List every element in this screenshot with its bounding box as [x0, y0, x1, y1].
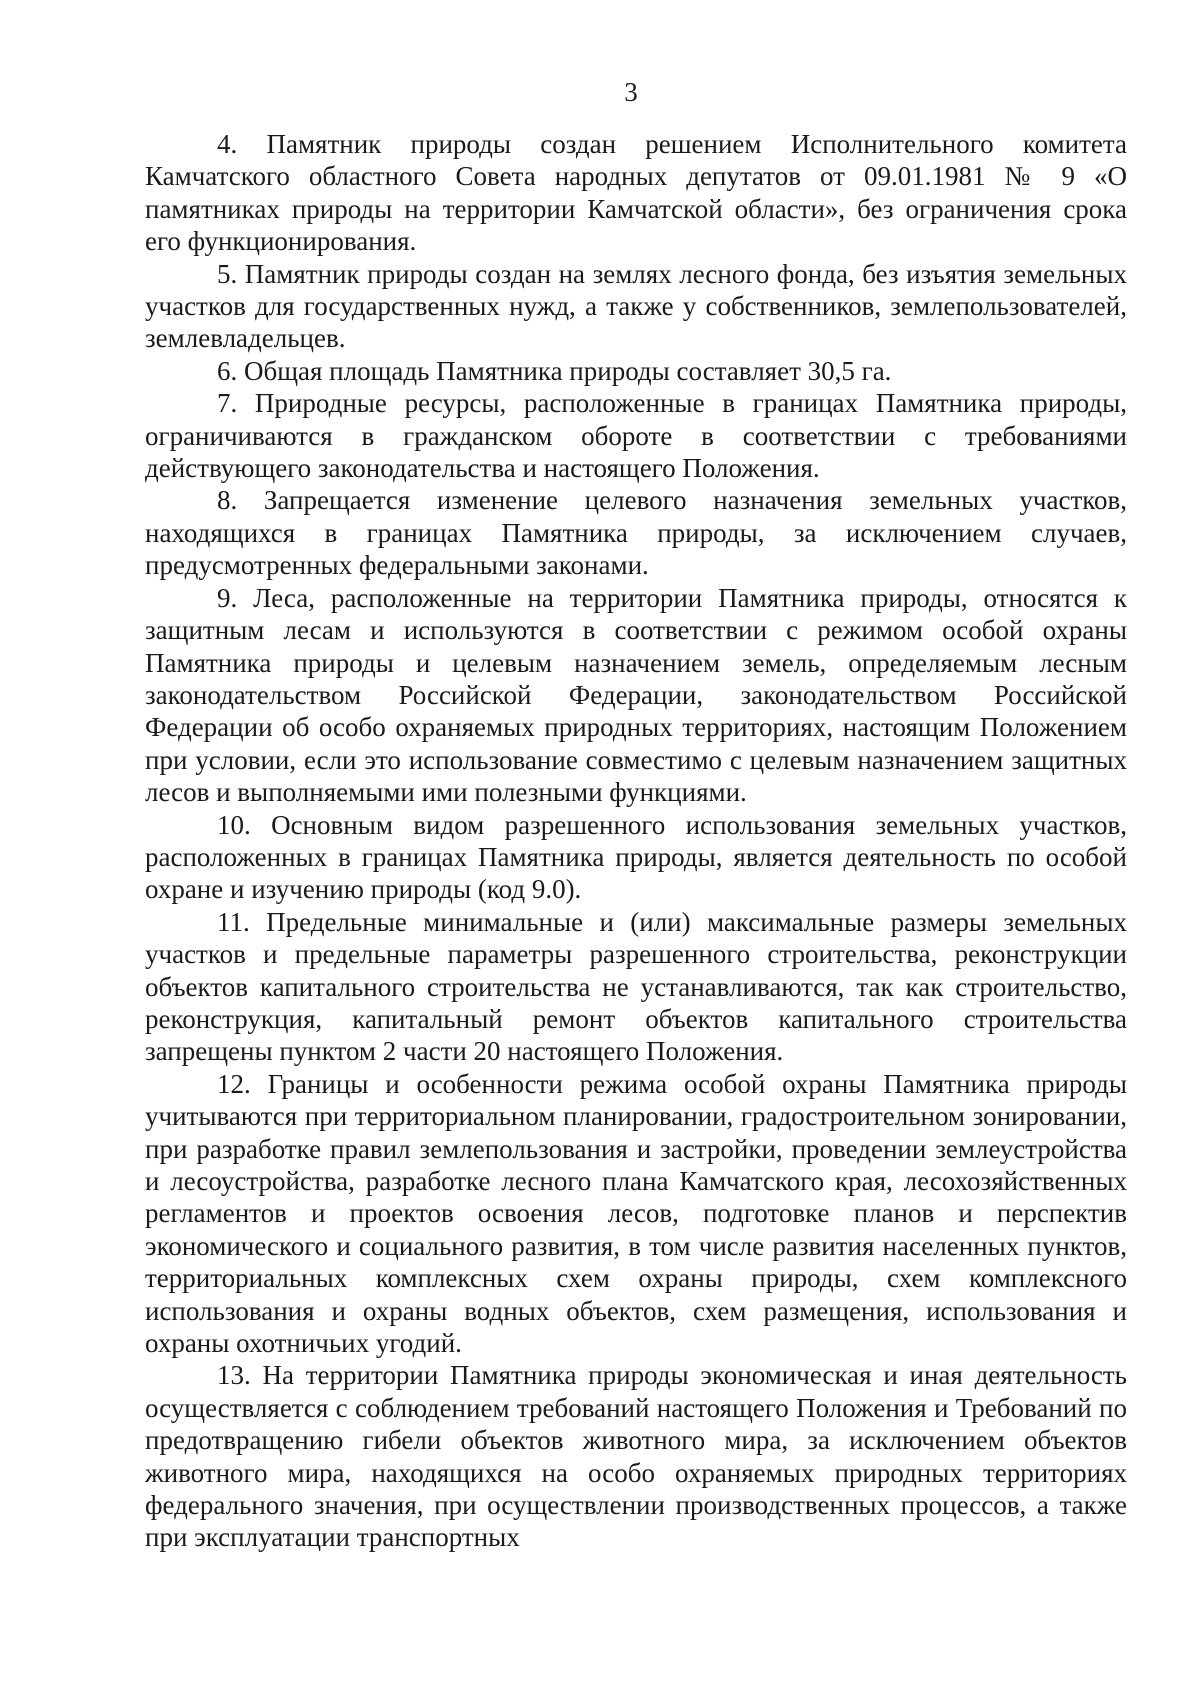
paragraph-6: 6. Общая площадь Памятника природы составляет 30,5 га.: [217, 355, 892, 386]
paragraph-10: 10. Основным видом разрешенного использования земельных участков, расположенных в границах Памятника природы, является деятельность по особой охране и изучению природы (код 9.0).: [145, 809, 1127, 905]
page-number: 3: [624, 77, 638, 107]
paragraph-4: 4. Памятник природы создан решением Исполнительного комитета Камчатского областного Совета народных депутатов от 09.01.1981 № 9 «О памятниках природы на территории Камчатской области», без ограничения срока его функционирования.: [145, 129, 1127, 257]
paragraph-11: 11. Предельные минимальные и (или) максимальные размеры земельных участков и предельные параметры разрешенного строительства, реконструкции объектов капитального строительства не устанавливаются, так как строительство, реконструкция, капитальный ремонт объектов капитального строительства запрещены пунктом 2 части 20 настоящего Положения.: [145, 906, 1127, 1067]
paragraph-7: 7. Природные ресурсы, расположенные в границах Памятника природы, ограничиваются в гражданском обороте в соответствии с требованиями действующего законодательства и настоящего Положения.: [145, 388, 1127, 484]
paragraph-12: 12. Границы и особенности режима особой охраны Памятника природы учитываются при территориальном планировании, градостроительном зонировании, при разработке правил землепользования и застройки, проведении землеустройства и лесоустройства, разработке лесного плана Камчатского края, лесохозяйственных регламентов и проектов освоения лесов, подготовке планов и перспектив экономического и социального развития, в том числе развития населенных пунктов, территориальных комплексных схем охраны природы, схем комплексного использования и охраны водных объектов, схем размещения, использования и охраны охотничьих угодий.: [145, 1068, 1127, 1359]
paragraph-9: 9. Леса, расположенные на территории Памятника природы, относятся к защитным лесам и используются в соответствии с режимом особой охраны Памятника природы и целевым назначением земель, определяемым лесным законодательством Российской Федерации, законодательством Российской Федерации об особо охраняемых природных территориях, настоящим Положением при условии, если это использование совместимо с целевым назначением защитных лесов и выполняемыми ими полезными функциями.: [145, 582, 1127, 808]
paragraph-5: 5. Памятник природы создан на землях лесного фонда, без изъятия земельных участков для государственных нужд, а также у собственников, землепользователей, землевладельцев.: [145, 258, 1127, 354]
document-body: [145, 128, 1127, 1554]
paragraph-8: 8. Запрещается изменение целевого назначения земельных участков, находящихся в границах Памятника природы, за исключением случаев, предусмотренных федеральными законами.: [145, 485, 1127, 581]
paragraph-13: 13. На территории Памятника природы экономическая и иная деятельность осуществляется с соблюдением требований настоящего Положения и Требований по предотвращению гибели объектов животного мира, за исключением объектов животного мира, находящихся на особо охраняемых природных территориях федерального значения, при осуществлении производственных процессов, а также при эксплуатации транспортных: [145, 1360, 1127, 1553]
